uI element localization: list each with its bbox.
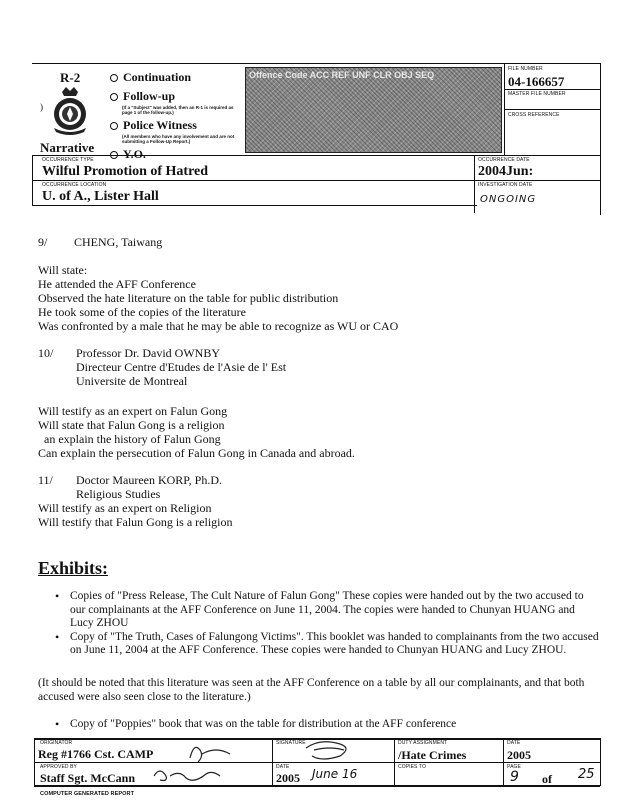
approved-date-handwritten: June 16 (312, 767, 358, 781)
statement-line: Will testify as an expert on Falun Gong (38, 404, 228, 418)
originator-label: ORIGINATOR (40, 740, 73, 746)
witness-number: 11/ (38, 473, 53, 487)
occurrence-divider (32, 180, 600, 181)
occurrence-date: 2004Jun: (478, 164, 534, 179)
report-type-options (110, 68, 242, 163)
statement-line: Will state: (38, 263, 88, 277)
occurrence-type-label: OCCURRENCE TYPE (42, 157, 94, 163)
witness-9 (38, 235, 598, 333)
page-of-label: of (542, 772, 552, 786)
copies-label: COPIES TO (398, 764, 426, 770)
option-continuation[interactable]: Continuation (110, 68, 242, 86)
statement-line: Will testify that Falun Gong is a religion (38, 515, 233, 529)
statement-line: Can explain the persecution of Falun Gong in Canada and abroad. (38, 446, 355, 460)
police-witness-checkbox[interactable] (110, 122, 118, 130)
signature-icon (300, 738, 360, 767)
statement-line: He took some of the copies of the literature (38, 305, 246, 319)
witness-name: Doctor Maureen KORP, Ph.D. (76, 473, 222, 487)
originator: Reg #1766 Cst. CAMP (38, 747, 154, 761)
exhibit-item: • Copies of "Press Release, The Cult Nature of Falun Gong" These copies were handed out by the two accused to our complainants at the AFF Conference on June 11, 2004. The copies were handed to Chunyan HUANG and Lucy ZHOU (52, 590, 600, 631)
date-label: DATE (507, 740, 521, 746)
occurrence-location: U. of A., Lister Hall (42, 189, 159, 204)
file-number-label: FILE NUMBER (508, 66, 543, 72)
statement-line: an explain the history of Falun Gong (44, 432, 221, 446)
witness-10 (38, 346, 598, 460)
option-follow-up[interactable]: Follow-up (If a "Subject" was added, then an R-1 is required as page 1 of the follow-up.) (110, 87, 242, 115)
offence-code-block (245, 67, 502, 153)
duty-label: DUTY ASSIGNMENT (398, 740, 448, 746)
exhibits-note: (It should be noted that this literature was seen at the AFF Conference on a table by all our complainants, and that both accused were also seen close to the literature.) (38, 677, 585, 703)
follow-up-checkbox[interactable] (110, 93, 118, 101)
report-date: 2005 (507, 748, 531, 762)
witness-detail: Religious Studies (76, 487, 161, 501)
approver-signature-icon (150, 762, 230, 791)
investigation-date-label: INVESTIGATION DATE (478, 182, 533, 188)
approved-label: APPROVED BY (40, 764, 77, 770)
statement-line: Was confronted by a male that he may be able to recognize as WU or CAO (38, 319, 399, 333)
computer-generated-note: COMPUTER GENERATED REPORT (40, 791, 135, 797)
statement-line: Will testify as an expert on Religion (38, 501, 212, 515)
witness-detail: Universite de Montreal (76, 374, 188, 388)
option-police-witness[interactable]: Police Witness (All members who have any involvement and are not submitting a Follow-Up Report.) (110, 116, 242, 144)
witness-number: 9/ (38, 235, 48, 249)
occurrence-location-label: OCCURRENCE LOCATION (42, 182, 107, 188)
footer-col-1 (272, 738, 273, 786)
statement-line: He attended the AFF Conference (38, 277, 196, 291)
master-file-label: MASTER FILE NUMBER (508, 91, 566, 97)
header-top-border (32, 63, 600, 64)
exhibits-list-cont (52, 718, 600, 732)
master-box-divider (504, 109, 600, 110)
occurrence-bottom-border (32, 205, 477, 206)
form-code: R-2 (60, 70, 81, 85)
witness-11 (38, 473, 598, 529)
option-yo[interactable]: Y.O. (110, 145, 242, 163)
margin-mark: ) (40, 102, 43, 112)
witness-name: CHENG, Taiwang (74, 235, 163, 249)
police-crest-icon (48, 86, 92, 141)
exhibit-item: • Copy of "Poppies" book that was on the table for distribution at the AFF conference (52, 718, 600, 732)
exhibits-title: Exhibits: (38, 558, 109, 578)
yo-checkbox[interactable] (110, 151, 118, 159)
form-name: Narrative (40, 140, 95, 155)
exhibit-item: • Copy of "The Truth, Cases of Falungong Victims". This booklet was handed to complainants from the two accused on June 11, 2004 at the AFF Conference. These copies were handed to Chunyan HUANG and Lucy ZHOU. (52, 631, 600, 658)
statement-line: Will state that Falun Gong is a religion (38, 418, 225, 432)
occurrence-date-label: OCCURRENCE DATE (478, 157, 530, 163)
continuation-checkbox[interactable] (110, 74, 118, 82)
witness-detail: Directeur Centre d'Etudes de l'Asie de l' Est (76, 360, 287, 374)
offence-header: Offence Code ACC REF UNF CLR OBJ SEQ (249, 70, 435, 80)
footer-left-border (34, 738, 35, 786)
footer-right-border (600, 738, 601, 786)
witness-number: 10/ (38, 346, 54, 360)
page-number: 9 (510, 769, 519, 785)
occurrence-type: Wilful Promotion of Hatred (42, 164, 209, 179)
exhibits-list (52, 590, 600, 658)
footer-col-2 (394, 738, 395, 786)
approved-date-label: DATE (276, 764, 290, 770)
approved-by: Staff Sgt. McCann (40, 771, 135, 785)
header-right-border (600, 63, 601, 215)
file-box-divider (504, 89, 600, 90)
approved-date: 2005 (276, 771, 300, 785)
page-label: PAGE (507, 764, 521, 770)
footer-col-3 (503, 738, 504, 786)
total-pages: 25 (578, 767, 595, 782)
cross-reference-label: CROSS REFERENCE (508, 112, 560, 118)
file-number: 04-166657 (508, 74, 565, 89)
investigation-date-handwritten: ONGOING (480, 194, 537, 205)
duty-assignment: /Hate Crimes (398, 748, 467, 762)
statement-line: Observed the hate literature on the table for public distribution (38, 291, 339, 305)
signature-label: SIGNATURE (276, 740, 306, 746)
occurrence-split (474, 155, 475, 213)
occurrence-left-border (32, 155, 33, 205)
witness-name: Professor Dr. David OWNBY (76, 346, 220, 360)
